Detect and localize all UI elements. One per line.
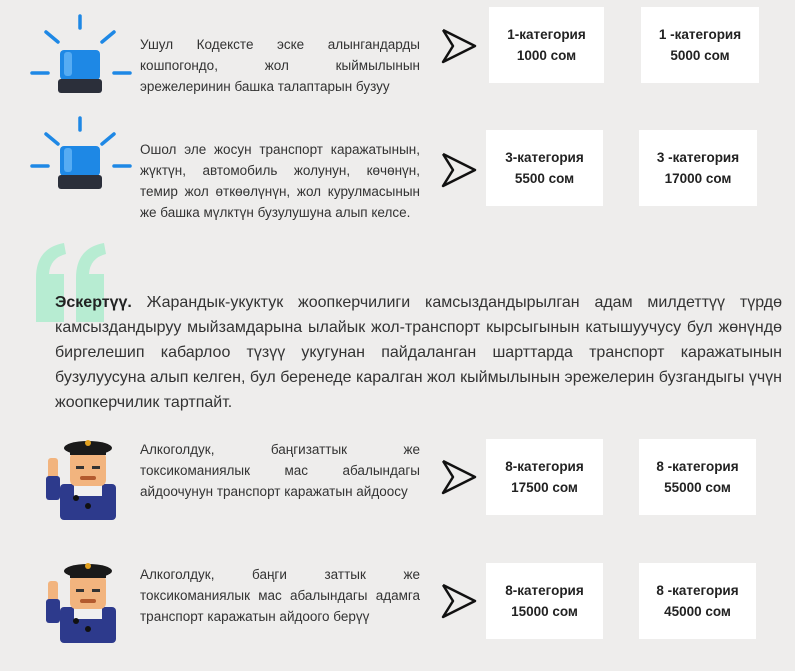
fine-amount: 1000 сом xyxy=(516,48,577,63)
fine-card-individual xyxy=(486,563,603,639)
chevron-right-icon xyxy=(440,581,480,621)
note-label: Эскертүү. xyxy=(55,294,132,311)
siren-icon xyxy=(28,114,136,202)
note-text: Жарандык-укуктук жоопкерчилиги камсыздандырылган адам милдеттүү түрдө камсыздандыруу мыйзамдарына ылайык жол-транспорт кырсыгынын катышуучусу бул жөнүндө биргелешип кабарлоо түзүү укугунан пайдаланган шарттарда транспорт каражатынын бузулуусуна алып келген, бул беренеде каралган жол кыймылынын эрежелерин бузгандыгы үчүн жоопкерчилик тартпайт. xyxy=(55,294,782,411)
violation-row xyxy=(0,430,795,545)
chevron-right-icon xyxy=(440,26,480,66)
fine-card-individual xyxy=(486,130,603,206)
violation-row xyxy=(0,110,795,245)
fine-amount: 15000 сом xyxy=(511,604,578,619)
fine-card-individual xyxy=(486,439,603,515)
fine-category: 8-категория xyxy=(505,583,584,598)
note-paragraph xyxy=(55,290,782,415)
fine-card-official xyxy=(639,439,756,515)
fine-card-individual xyxy=(489,7,604,83)
fine-category: 1 -категория xyxy=(658,27,742,42)
fine-category: 8-категория xyxy=(505,459,584,474)
fine-amount: 5500 сом xyxy=(514,171,575,186)
violation-row xyxy=(0,555,795,671)
fine-category: 8 -категория xyxy=(656,583,739,598)
violation-description: Алкоголдук, баңги заттык же токсикоманиялык мас абалындагы адамга транспорт каражатын айдоого берүү xyxy=(140,567,420,624)
fine-category: 8 -категория xyxy=(656,459,739,474)
fine-amount: 45000 сом xyxy=(664,604,731,619)
violation-row xyxy=(0,0,795,110)
fine-card-official xyxy=(639,563,756,639)
fine-category: 3 -категория xyxy=(656,150,740,165)
fine-amount: 5000 сом xyxy=(670,48,730,63)
chevron-right-icon xyxy=(440,457,480,497)
fine-amount: 55000 сом xyxy=(664,480,731,495)
fine-card-official xyxy=(641,7,759,83)
police-officer-icon xyxy=(40,438,122,520)
siren-icon xyxy=(28,12,136,100)
violation-description: Алкоголдук, баңгизаттык же токсикоманиялык мас абалындагы айдоочунун транспорт каражатын айдоосу xyxy=(140,442,420,499)
fine-category: 3-категория xyxy=(505,150,584,165)
fine-amount: 17500 сом xyxy=(511,480,578,495)
violation-description: Ошол эле жосун транспорт каражатынын, жүктүн, автомобиль жолунун, көчөнүн, темир жол өткөөлүнүн, жол курулмасынын же башка мүлктүн бузулушуна алып келсе. xyxy=(140,142,420,220)
fine-card-official xyxy=(639,130,757,206)
violation-description: Ушул Кодексте эске алынгандарды кошпогондо, жол кыймылынын эрежелеринин башка талаптарын бузуу xyxy=(140,37,420,94)
fine-amount: 17000 сом xyxy=(664,171,732,186)
chevron-right-icon xyxy=(440,150,480,190)
police-officer-icon xyxy=(40,561,122,643)
fine-category: 1-категория xyxy=(507,27,586,42)
